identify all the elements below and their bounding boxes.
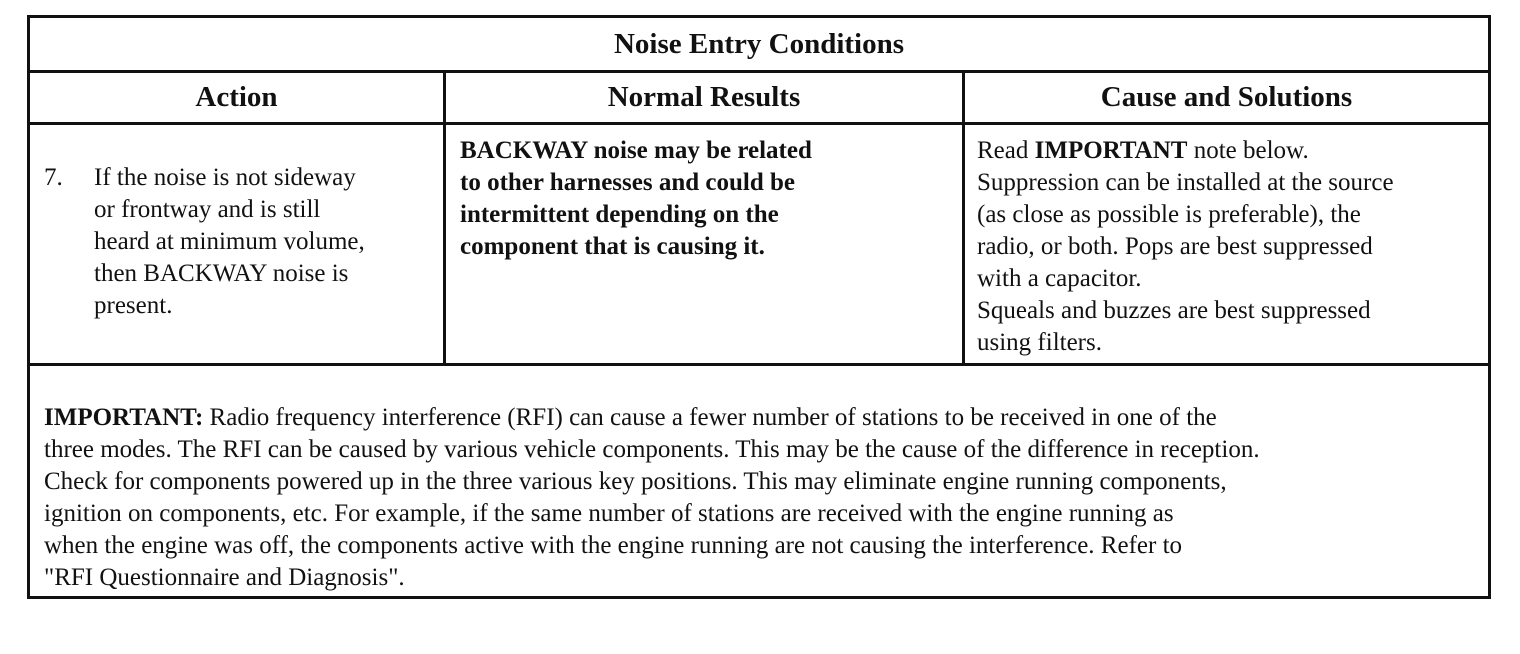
cause-line: with a capacitor.	[977, 265, 1142, 292]
important-note	[30, 366, 1488, 596]
note-first-line: Radio frequency interference (RFI) can cause a fewer number of stations to be received in one of the	[203, 404, 1217, 431]
action-line: then BACKWAY noise is	[94, 260, 349, 287]
noise-entry-conditions-table	[27, 15, 1491, 599]
note-line: "RFI Questionnaire and Diagnosis".	[44, 564, 405, 591]
results-line: component that is causing it.	[460, 233, 765, 260]
important-label: IMPORTANT:	[44, 404, 204, 431]
results-line: intermittent depending on the	[460, 201, 779, 228]
table-row	[30, 125, 1488, 366]
results-line: to other harnesses and could be	[460, 169, 795, 196]
action-line: If the noise is not sideway	[94, 164, 356, 191]
action-line: heard at minimum volume,	[94, 228, 365, 255]
cause-line	[977, 135, 1488, 167]
cause-and-solutions-cell	[965, 125, 1488, 359]
step-number: 7.	[44, 164, 63, 191]
note-line	[44, 402, 1488, 434]
note-line: ignition on components, etc. For example, if the same number of stations are received with the engine running as	[44, 500, 1174, 527]
action-line: or frontway and is still	[94, 196, 321, 223]
header-cause-and-solutions: Cause and Solutions	[1100, 81, 1353, 113]
header-normal-results: Normal Results	[607, 81, 801, 113]
table-header-row	[30, 73, 1488, 125]
normal-results-cell	[446, 125, 962, 263]
cause-line: Suppression can be installed at the source	[977, 169, 1394, 196]
note-line: when the engine was off, the components active with the engine running are not causing the interference. Refer to	[44, 532, 1183, 559]
cause-line-suffix: note below.	[1187, 137, 1309, 164]
important-reference: IMPORTANT	[1034, 137, 1188, 164]
cause-line: using filters.	[977, 329, 1102, 356]
cause-line: Squeals and buzzes are best suppressed	[977, 297, 1371, 324]
header-action: Action	[195, 81, 278, 113]
cause-line: (as close as possible is preferable), the	[977, 201, 1361, 228]
results-line: BACKWAY noise may be related	[460, 137, 812, 164]
action-cell	[30, 125, 443, 319]
note-line: Check for components powered up in the three various key positions. This may eliminate engine running components,	[44, 468, 1227, 495]
cause-line-prefix: Read	[977, 137, 1035, 164]
note-line: three modes. The RFI can be caused by various vehicle components. This may be the cause of the difference in reception.	[44, 436, 1260, 463]
table-title: Noise Entry Conditions	[30, 18, 1488, 73]
action-text	[94, 162, 429, 322]
cause-line: radio, or both. Pops are best suppressed	[977, 233, 1373, 260]
action-line: present.	[94, 292, 173, 319]
